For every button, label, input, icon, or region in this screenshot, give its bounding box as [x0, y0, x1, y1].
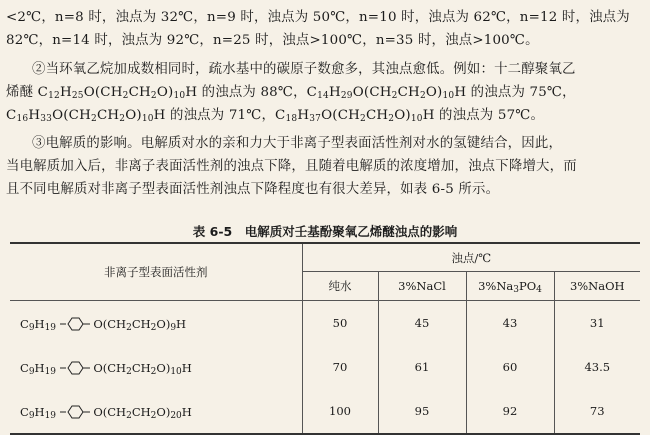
table-caption: 表 6-5 电解质对壬基酚聚氧乙烯醚浊点的影响	[192, 224, 458, 239]
structure-formula: $C_9H_{19}$ $O(CH_2CH_2O)_9H$	[20, 316, 187, 333]
cell-nacl: 95	[378, 389, 466, 433]
benzene-ring-icon	[60, 317, 90, 331]
paragraph-line: ②当环氧乙烷加成数相同时，疏水基中的碳原子数愈多，其浊点愈低。例如：十二醇聚氧乙	[32, 62, 576, 77]
paragraph-line: $C_{16}H_{33}O(CH_2CH_2O)_{10}H$ 的浊点为 71℃，$C_{18}H_{37}O(CH_2CH_2O)_{10}H$ 的浊点为 57℃。	[6, 108, 545, 124]
cell-water: 50	[302, 301, 378, 346]
paragraph-line: 且不同电解质对非离子型表面活性剂浊点下降程度也有很大差异，如表 6-5 所示。	[6, 182, 500, 197]
structure-formula: $C_9H_{19}$ $O(CH_2CH_2O)_{10}H$	[20, 360, 192, 377]
header-cloud-point: 浊点/℃	[302, 244, 640, 272]
cell-nacl: 45	[378, 301, 466, 346]
cell-water: 100	[302, 389, 378, 433]
cell-nacl: 61	[378, 345, 466, 389]
paragraph-electrolyte-effect	[6, 132, 646, 201]
cell-na3po4: 92	[466, 389, 554, 433]
header-pure-water: 纯水	[302, 272, 378, 301]
cell-naoh: 73	[554, 389, 640, 433]
paragraph-line: 82℃，n=14 时，浊点为 92℃，n=25 时，浊点>100℃，n=35 时，浊点>100℃。	[6, 33, 539, 48]
paragraph-cloud-point-vs-n	[6, 6, 646, 52]
paragraph-carbon-number-effect	[6, 58, 646, 127]
cell-na3po4: 60	[466, 345, 554, 389]
paragraph-line: ③电解质的影响。电解质对水的亲和力大于非离子型表面活性剂对水的氢键结合，因此，	[32, 136, 563, 151]
table-row	[10, 345, 640, 389]
paragraph-line: 烯醚 $C_{12}H_{25}O(CH_2CH_2O)_{10}H$ 的浊点为 88℃，$C_{14}H_{29}O(CH_2CH_2O)_{10}H$ 的浊点为 75℃，	[6, 85, 576, 101]
paragraph-line: 当电解质加入后，非离子表面活性剂的浊点下降，且随着电解质的浓度增加，浊点下降增大，而	[6, 159, 577, 174]
cell-water: 70	[302, 345, 378, 389]
structure-formula: $C_9H_{19}$ $O(CH_2CH_2O)_{20}H$	[20, 404, 192, 421]
header-na3po4: $3\%Na_3PO_4$	[466, 272, 554, 301]
cell-naoh: 43.5	[554, 345, 640, 389]
header-naoh: 3%NaOH	[554, 272, 640, 301]
benzene-ring-icon	[60, 405, 90, 419]
benzene-ring-icon	[60, 361, 90, 375]
cell-na3po4: 43	[466, 301, 554, 346]
table-row	[10, 301, 640, 346]
table-row	[10, 389, 640, 433]
cell-naoh: 31	[554, 301, 640, 346]
header-surfactant: 非离子型表面活性剂	[10, 244, 302, 301]
cloud-point-table	[10, 242, 640, 435]
header-nacl: 3%NaCl	[378, 272, 466, 301]
paragraph-line: <2℃，n=8 时，浊点为 32℃，n=9 时，浊点为 50℃，n=10 时，浊点为 62℃，n=12 时，浊点为	[6, 10, 630, 25]
